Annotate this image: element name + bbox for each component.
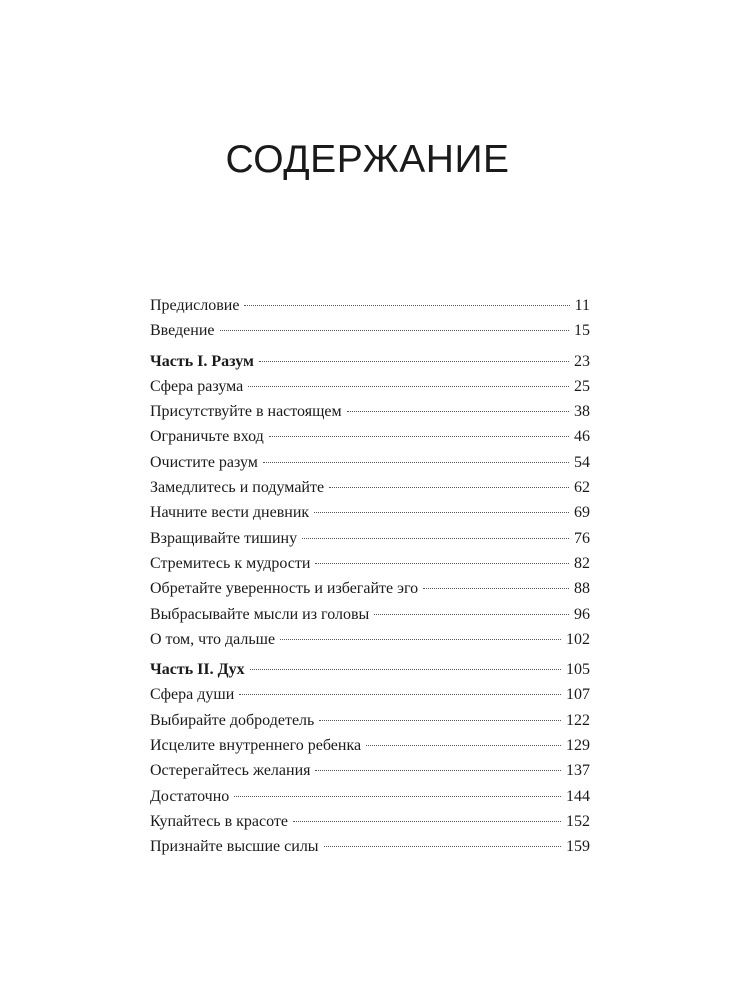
toc-dot-leader	[280, 639, 561, 640]
toc-dot-leader	[239, 694, 561, 695]
toc-entry-label: Купайтесь в красоте	[150, 812, 288, 830]
toc-entry	[150, 602, 590, 627]
toc-entry-label: Взращивайте тишину	[150, 529, 298, 547]
toc-dot-leader	[347, 411, 569, 412]
toc-part-heading	[150, 657, 590, 682]
toc-part-heading	[150, 349, 590, 374]
toc-dot-leader	[324, 846, 561, 847]
toc-entry	[150, 809, 590, 834]
toc-entry-label: Стремитесь к мудрости	[150, 554, 311, 572]
toc-entry-page-number: 38	[574, 403, 590, 421]
toc-entry-page-number: 129	[566, 737, 590, 755]
toc-entry	[150, 526, 590, 551]
toc-entry	[150, 475, 590, 500]
toc-entry-label: Выбирайте добродетель	[150, 711, 315, 729]
toc-entry-label: О том, что дальше	[150, 630, 276, 648]
toc-dot-leader	[259, 361, 569, 362]
toc-entry	[150, 450, 590, 475]
toc-entry-label: Обретайте уверенность и избегайте эго	[150, 580, 419, 598]
page-title: СОДЕРЖАНИЕ	[225, 138, 510, 181]
toc-entry	[150, 834, 590, 859]
toc-entry-page-number: 107	[566, 686, 590, 704]
toc-entry	[150, 708, 590, 733]
toc-dot-leader	[315, 563, 569, 564]
toc-dot-leader	[248, 386, 569, 387]
toc-entry	[150, 576, 590, 601]
toc-entry	[150, 293, 590, 318]
toc-dot-leader	[269, 436, 569, 437]
toc-entry-label: Признайте высшие силы	[150, 838, 319, 856]
toc-entry-label: Сфера души	[150, 686, 235, 704]
toc-entry-page-number: 82	[574, 554, 590, 572]
toc-entry	[150, 399, 590, 424]
toc-dot-leader	[302, 538, 569, 539]
toc-entry	[150, 627, 590, 652]
toc-entry-page-number: 11	[574, 297, 590, 314]
toc-entry	[150, 374, 590, 399]
toc-entry	[150, 733, 590, 758]
toc-dot-leader	[250, 669, 561, 670]
toc-entry-label: Очистите разум	[150, 453, 258, 471]
toc-dot-leader	[220, 330, 570, 331]
toc-entry	[150, 424, 590, 449]
toc-entry-label: Остерегайтесь желания	[150, 762, 311, 780]
toc-entry-label: Предисловие	[150, 297, 240, 314]
toc-entry	[150, 682, 590, 707]
toc-entry-label: Выбрасывайте мысли из головы	[150, 605, 370, 623]
toc-entry-label: Введение	[150, 322, 215, 340]
toc-entry-label: Часть I. Разум	[150, 352, 254, 370]
toc-dot-leader	[244, 305, 569, 306]
toc-dot-leader	[293, 821, 561, 822]
toc-entry-page-number: 102	[566, 630, 590, 648]
toc-entry-label: Достаточно	[150, 787, 230, 805]
toc-entry-label: Ограничьте вход	[150, 428, 264, 446]
toc-entry-page-number: 76	[574, 529, 590, 547]
toc-entry-page-number: 46	[574, 428, 590, 446]
toc-entry	[150, 784, 590, 809]
toc-entry-page-number: 96	[574, 605, 590, 623]
toc-entry-page-number: 54	[574, 453, 590, 471]
toc-entry	[150, 758, 590, 783]
toc-dot-leader	[374, 614, 569, 615]
toc-entry-page-number: 137	[566, 762, 590, 780]
toc-dot-leader	[234, 796, 561, 797]
toc-entry-page-number: 144	[566, 787, 590, 805]
toc-entry-page-number: 62	[574, 479, 590, 497]
toc-entry-page-number: 105	[566, 661, 590, 679]
toc-entry-page-number: 25	[574, 377, 590, 395]
toc-entry	[150, 318, 590, 343]
toc-entry-page-number: 122	[566, 711, 590, 729]
toc-dot-leader	[263, 462, 569, 463]
toc-entry-page-number: 23	[574, 352, 590, 370]
toc-entry	[150, 551, 590, 576]
toc-dot-leader	[319, 720, 561, 721]
toc-dot-leader	[423, 588, 569, 589]
toc-entry-label: Замедлитесь и подумайте	[150, 479, 325, 497]
toc-dot-leader	[315, 770, 561, 771]
toc-entry-page-number: 15	[574, 322, 590, 340]
toc-dot-leader	[314, 512, 569, 513]
toc-entry-label: Начните вести дневник	[150, 504, 310, 522]
toc-entry-page-number: 152	[566, 812, 590, 830]
toc-entry-label: Сфера разума	[150, 377, 244, 395]
toc-entry-label: Присутствуйте в настоящем	[150, 403, 342, 421]
toc-entry-page-number: 159	[566, 838, 590, 856]
toc-entry-page-number: 69	[574, 504, 590, 522]
toc-entry-page-number: 88	[574, 580, 590, 598]
toc-dot-leader	[329, 487, 569, 488]
toc-entry-label: Исцелите внутреннего ребенка	[150, 737, 362, 755]
toc-dot-leader	[366, 745, 561, 746]
toc-entry-label: Часть II. Дух	[150, 661, 245, 679]
toc-entry	[150, 500, 590, 525]
table-of-contents	[150, 293, 590, 860]
